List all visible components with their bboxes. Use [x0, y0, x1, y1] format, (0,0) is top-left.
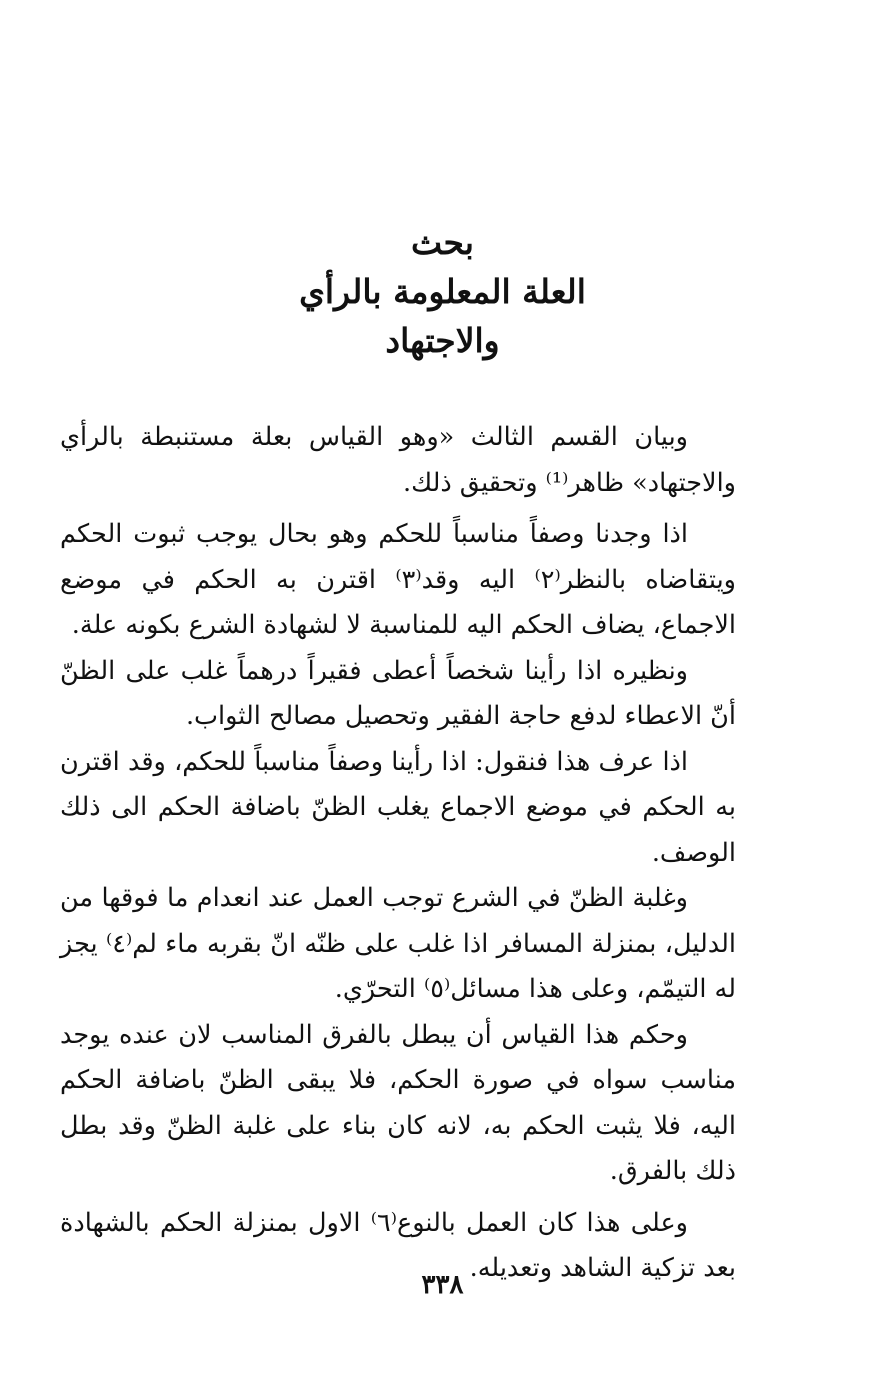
section-heading — [0, 218, 885, 365]
paragraph-6: وحكم هذا القياس أن يبطل بالفرق المناسب لان عنده يوجد مناسب سواه في صورة الحكم، فلا يبقى الظنّ باضافة الحكم اليه، فلا يثبت الحكم به، لانه كان بناء على غلبة الظنّ وقد بطل ذلك بالفرق. — [60, 1019, 736, 1186]
body-text — [60, 415, 736, 1292]
paragraph-3: ونظيره اذا رأينا شخصاً أعطى فقيراً درهماً غلب على الظنّ أنّ الاعطاء لدفع حاجة الفقير وتحصيل مصالح الثواب. — [60, 655, 736, 731]
paragraph-4: اذا عرف هذا فنقول: اذا رأينا وصفاً مناسباً للحكم، وقد اقترن به الحكم في موضع الاجماع يغلب الظنّ باضافة الحكم الى ذلك الوصف. — [60, 746, 736, 868]
paragraph-7: وعلى هذا كان العمل بالنوع⁽٦⁾ الاول بمنزلة الحكم بالشهادة بعد تزكية الشاهد وتعديله. — [60, 1207, 736, 1283]
page-number: ٣٣٨ — [421, 1270, 464, 1300]
heading-line-3: والاجتهاد — [385, 321, 500, 360]
paragraph-5: وغلبة الظنّ في الشرع توجب العمل عند انعدام ما فوقها من الدليل، بمنزلة المسافر اذا غلب على ظنّه انّ بقربه ماء لم⁽٤⁾ يجز له التيمّم، وعلى هذا مسائل⁽٥⁾ التحرّي. — [60, 883, 736, 1004]
paragraph-2: اذا وجدنا وصفاً مناسباً للحكم وهو بحال يوجب ثبوت الحكم ويتقاضاه بالنظر⁽٢⁾ اليه وقد⁽٣⁾ اقترن به الحكم في موضع الاجماع، يضاف الحكم اليه للمناسبة لا لشهادة الشرع بكونه علة. — [60, 519, 736, 640]
heading-line-2: العلة المعلومة بالرأي — [299, 272, 586, 311]
heading-line-1: بحث — [411, 223, 474, 262]
paragraph-1: وبيان القسم الثالث «وهو القياس بعلة مستنبطة بالرأي والاجتهاد» ظاهر⁽¹⁾ وتحقيق ذلك. — [60, 422, 736, 498]
